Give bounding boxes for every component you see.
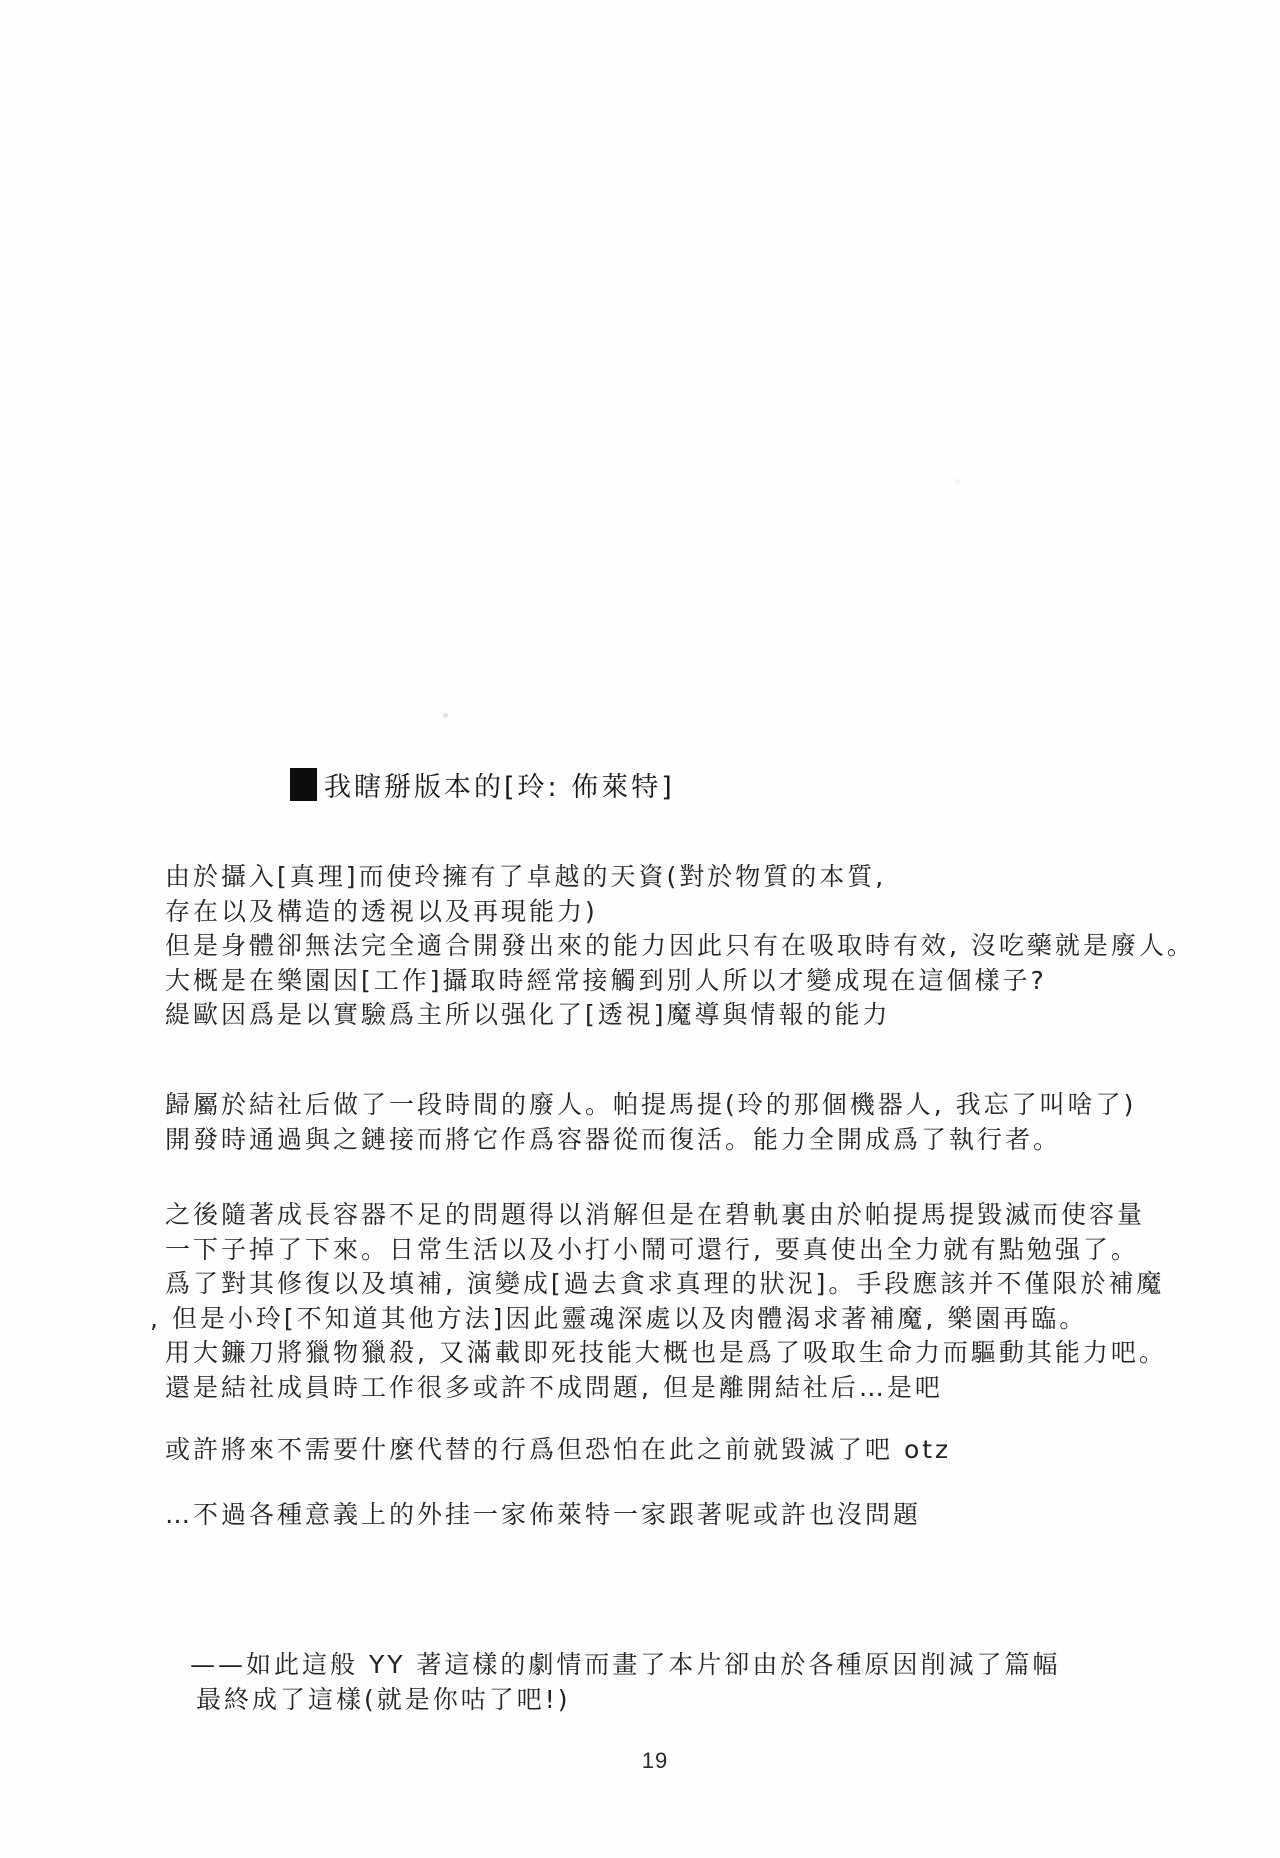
black-square-icon xyxy=(290,768,317,801)
text-line: 還是結社成員時工作很多或許不成問題, 但是離開結社后…是吧 xyxy=(165,1372,943,1402)
text-line: 存在以及構造的透視以及再現能力) xyxy=(165,896,598,926)
section-title-text: 我瞎掰版本的[玲: 佈萊特] xyxy=(324,772,675,803)
text-line: 開發時通過與之鏈接而將它作爲容器從而復活。能力全開成爲了執行者。 xyxy=(165,1124,1062,1154)
text-line: 之後隨著成長容器不足的問題得以消解但是在碧軌裏由於帕提馬提毀滅而使容量 xyxy=(165,1200,1146,1229)
text-line: 大概是在樂園因[工作]攝取時經常接觸到別人所以才變成現在這個樣子? xyxy=(165,965,1047,995)
text-line: 最終成了這樣(就是你咕了吧!) xyxy=(196,1684,571,1714)
text-line: 由於攝入[真理]而使玲擁有了卓越的天資(對於物質的本質, xyxy=(165,862,887,891)
text-line: …不過各種意義上的外挂一家佈萊特一家跟著呢或許也沒問題 xyxy=(165,1500,922,1529)
paragraph-future xyxy=(165,1433,951,1468)
paragraph-family xyxy=(165,1498,921,1533)
text-line: 爲了對其修復以及填補, 演變成[過去貪求真理的狀況]。手段應該并不僅限於補魔 xyxy=(165,1269,1165,1298)
text-line: , 但是小玲[不知道其他方法]因此靈魂深處以及肉體渴求著補魔, 樂園再臨。 xyxy=(150,1303,1088,1333)
text-line: ——如此這般 YY 著這樣的劇情而畫了本片卻由於各種原因削減了篇幅 xyxy=(190,1650,1061,1679)
paragraph-abilities xyxy=(165,860,1195,1033)
page-number: 19 xyxy=(641,1748,669,1773)
scan-speck xyxy=(443,713,448,718)
text-line: 但是身體卻無法完全適合開發出來的能力因此只有在吸取時有效, 沒吃藥就是廢人。 xyxy=(165,931,1195,960)
footer-note xyxy=(190,1648,1060,1717)
text-line: 用大鐮刀將獵物獵殺, 又滿載即死技能大概也是爲了吸取生命力而驅動其能力吧。 xyxy=(165,1338,1167,1367)
text-line: 一下子掉了下來。日常生活以及小打小鬧可還行, 要真使出全力就有點勉强了。 xyxy=(165,1234,1139,1264)
text-line: 緹歐因爲是以實驗爲主所以强化了[透視]魔導與情報的能力 xyxy=(165,1000,891,1029)
text-line: 歸屬於結社后做了一段時間的廢人。帕提馬提(玲的那個機器人, 我忘了叫啥了) xyxy=(165,1090,1137,1119)
paragraph-society xyxy=(165,1088,1136,1157)
section-title xyxy=(290,765,675,804)
paragraph-container xyxy=(150,1198,1167,1405)
scan-speck xyxy=(955,479,960,484)
text-line: 或許將來不需要什麼代替的行爲但恐怕在此之前就毀滅了吧 otz xyxy=(165,1435,952,1464)
